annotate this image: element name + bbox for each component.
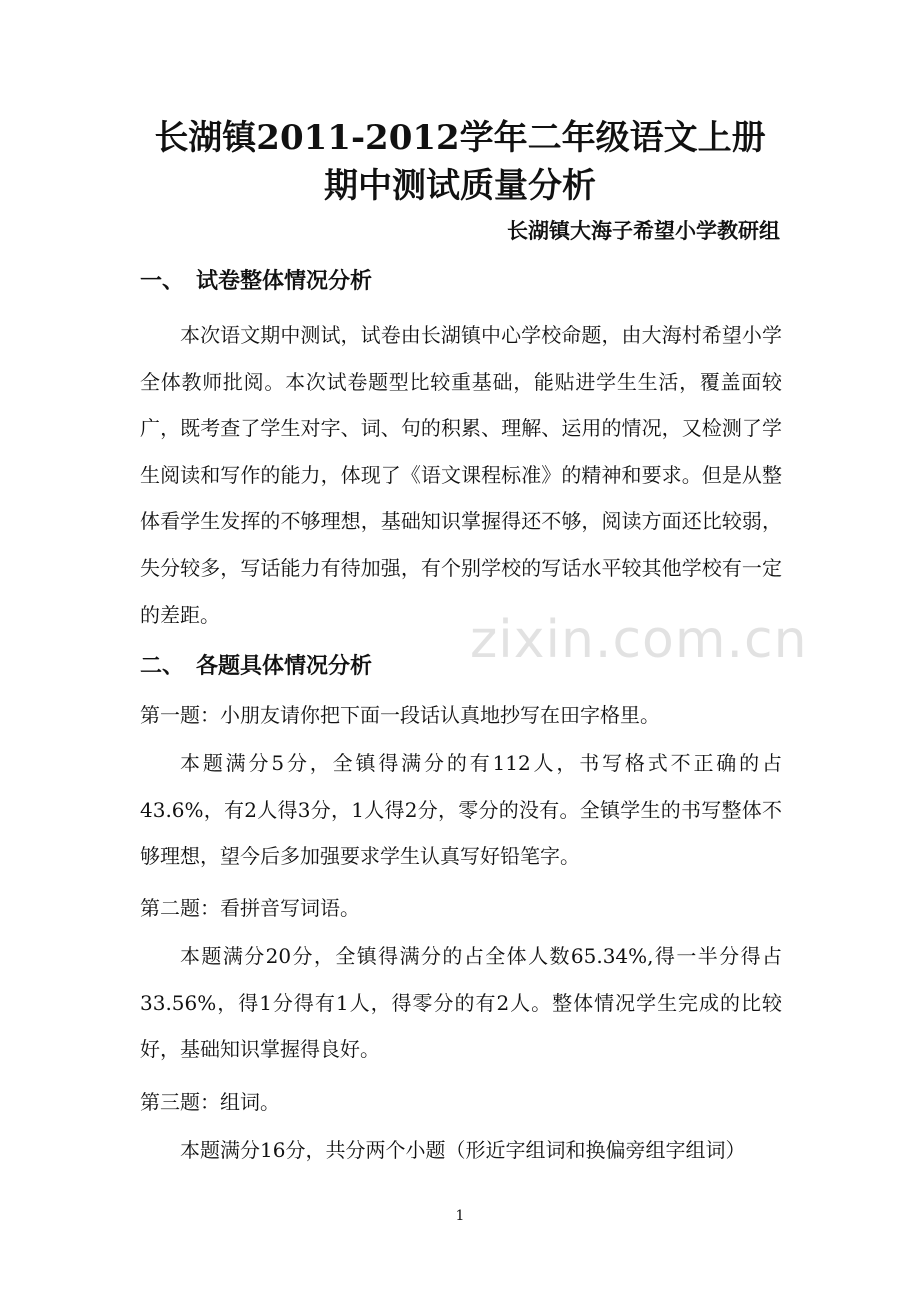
section1-heading — [140, 266, 372, 296]
section1-number: 一、 — [140, 268, 185, 294]
watermark: zixin.com.cn — [470, 610, 808, 670]
question3-title: 第三题：组词。 — [140, 1090, 280, 1114]
question2-title: 第二题：看拼音写词语。 — [140, 896, 360, 920]
question1-paragraph: 本题满分5分，全镇得满分的有112人，书写格式不正确的占43.6%，有2人得3分，1人得2分，零分的没有。全镇学生的书写整体不够理想，望今后多加强要求学生认真写好铅笔字。 — [140, 751, 782, 869]
section2-heading-text: 各题具体情况分析 — [196, 653, 373, 679]
document-title-line2: 期中测试质量分析 — [324, 166, 596, 206]
section2-number: 二、 — [140, 653, 185, 679]
question3-paragraph: 本题满分16分，共分两个小题（形近字组词和换偏旁组字组词） — [180, 1138, 746, 1162]
page-number: 1 — [455, 1208, 465, 1224]
section1-heading-text: 试卷整体情况分析 — [196, 268, 373, 294]
section2-heading — [140, 651, 372, 681]
question2-paragraph: 本题满分20分，全镇得满分的占全体人数65.34%,得一半分得占33.56%，得1分得有1人，得零分的有2人。整体情况学生完成的比较好，基础知识掌握得良好。 — [140, 944, 782, 1062]
question1-title: 第一题：小朋友请你把下面一段话认真地抄写在田字格里。 — [140, 703, 660, 727]
document-title-line1: 长湖镇2011-2012学年二年级语文上册 — [154, 118, 766, 158]
section1-paragraph: 本次语文期中测试，试卷由长湖镇中心学校命题，由大海村希望小学全体教师批阅。本次试卷题型比较重基础，能贴进学生生活，覆盖面较广，既考查了学生对字、词、句的积累、理解、运用的情况，又检测了学生阅读和写作的能力，体现了《语文课程标准》的精神和要求。但是从整体看学生发挥的不够理想，基础知识掌握得还不够，阅读方面还比较弱，失分较多，写话能力有待加强，有个别学校的写话水平较其他学校有一定的差距。 — [140, 323, 782, 627]
document-author: 长湖镇大海子希望小学教研组 — [507, 218, 780, 243]
